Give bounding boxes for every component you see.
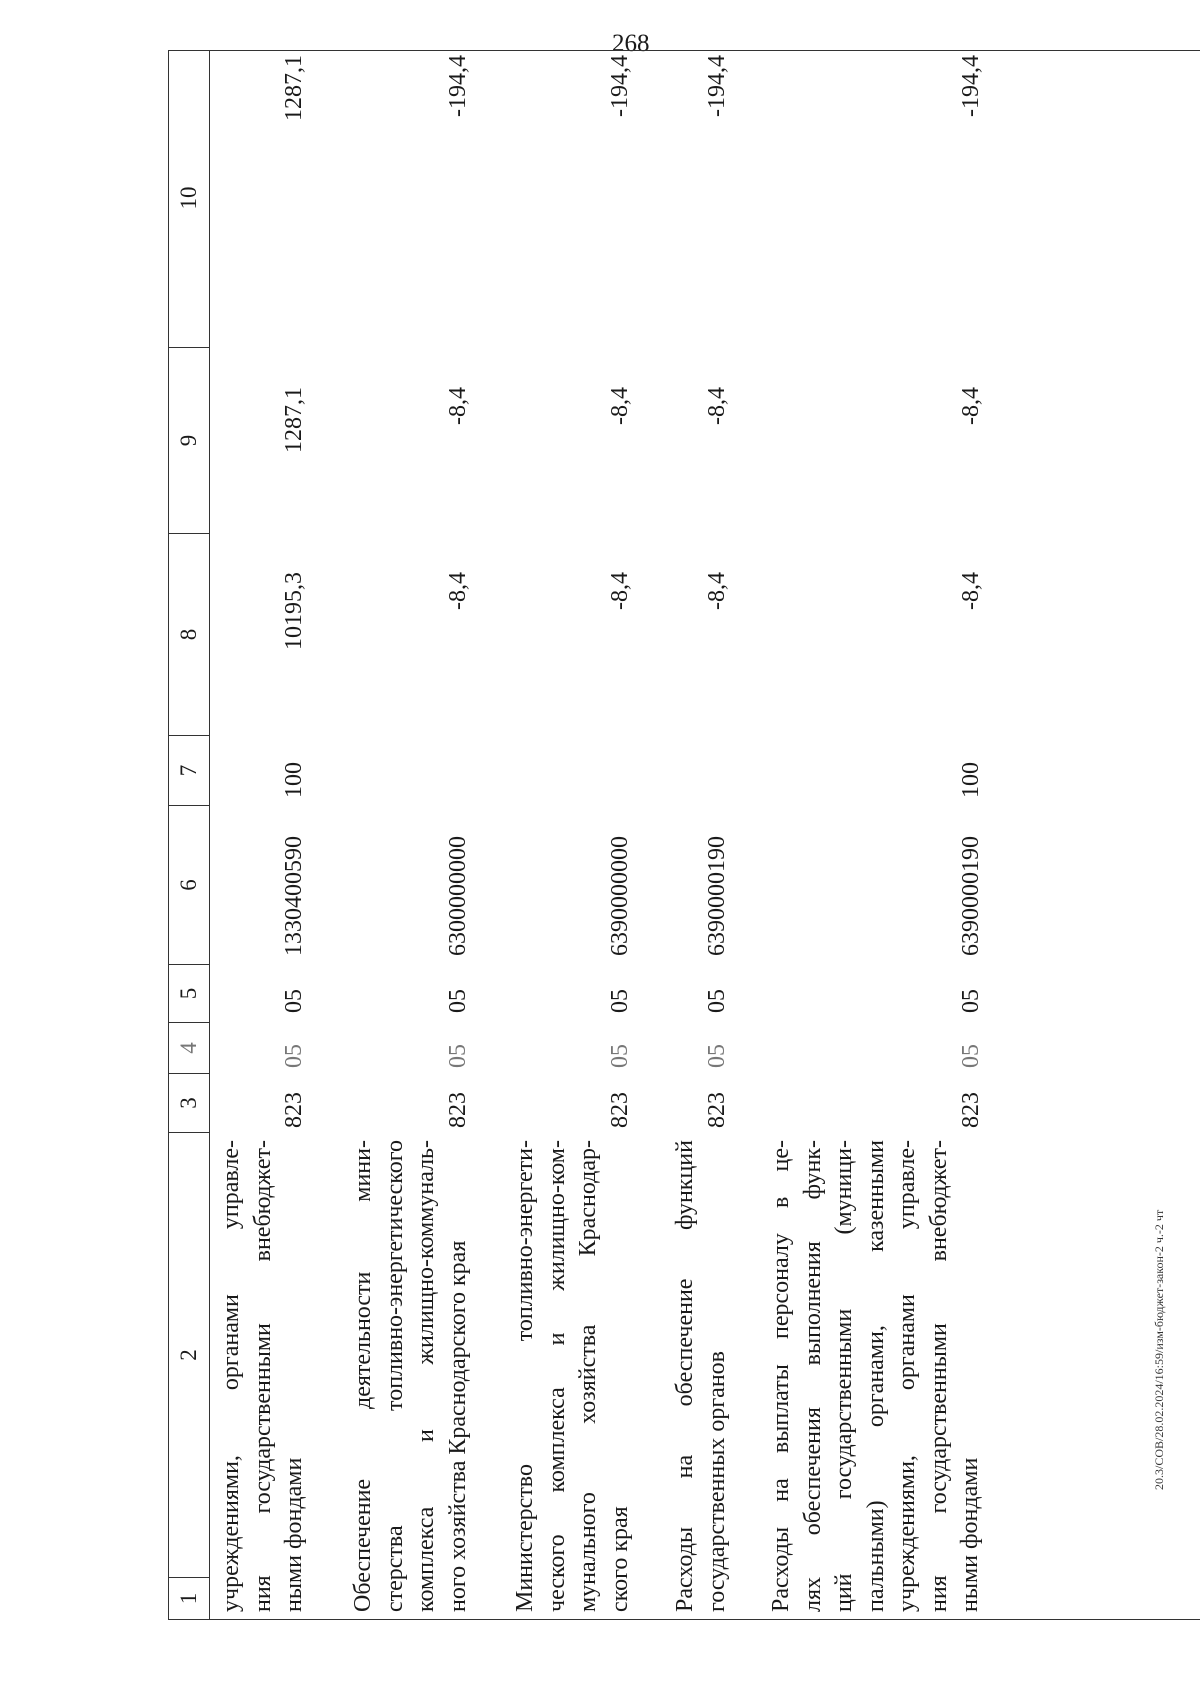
table-row	[510, 50, 650, 1620]
row-description: Министерство топливно-энергети- ческого комплекса и жилищно-ком- мунального хозяйства Краснодар- ского края	[512, 1140, 633, 1612]
cell-c3: 823	[607, 1092, 633, 1128]
header-col-1: 1	[169, 1577, 209, 1619]
cell-c5: 05	[704, 989, 730, 1013]
cell-c3: 823	[281, 1092, 307, 1128]
header-col-8: 8	[169, 533, 209, 735]
header-col-6: 6	[169, 805, 209, 964]
cell-c5: 05	[607, 989, 633, 1013]
cell-c3: 823	[445, 1092, 471, 1128]
cell-c7: 100	[958, 762, 984, 798]
page-number: 268	[612, 30, 650, 57]
header-col-7: 7	[169, 735, 209, 805]
cell-c4: 05	[704, 1044, 730, 1068]
cell-c3: 823	[958, 1092, 984, 1128]
header-col-2: 2	[169, 1132, 209, 1577]
table-row	[348, 50, 488, 1620]
cell-c10: -194,4	[445, 55, 471, 117]
cell-c8: -8,4	[704, 572, 730, 610]
header-col-10: 10	[176, 186, 201, 210]
cell-c10: 1287,1	[281, 55, 307, 121]
budget-table	[168, 50, 1200, 1620]
table-row	[766, 50, 996, 1620]
cell-c10: -194,4	[704, 55, 730, 117]
cell-c4: 05	[281, 1044, 307, 1068]
header-col-4: 4	[169, 1022, 209, 1073]
cell-c5: 05	[281, 989, 307, 1013]
cell-c3: 823	[704, 1092, 730, 1128]
table-row	[216, 50, 326, 1620]
cell-c10: -194,4	[958, 55, 984, 117]
cell-c8: 10195,3	[281, 572, 307, 650]
cell-c9: -8,4	[958, 387, 984, 425]
table-header	[168, 50, 210, 1620]
row-description: Расходы на выплаты персоналу в це- лях обеспечения выполнения функ- ций государственными (муници- пальными) органами, казенными учреждениями, органами управле- ния государственными внебюджет- ными фондами	[768, 1140, 983, 1612]
cell-c6: 6300000000	[445, 836, 471, 956]
cell-c8: -8,4	[958, 572, 984, 610]
cell-c4: 05	[607, 1044, 633, 1068]
cell-c4: 05	[958, 1044, 984, 1068]
cell-c8: -8,4	[445, 572, 471, 610]
cell-c4: 05	[445, 1044, 471, 1068]
cell-c8: -8,4	[607, 572, 633, 610]
cell-c6: 6390000000	[607, 836, 633, 956]
cell-c6: 6390000190	[704, 836, 730, 956]
row-description: Расходы на обеспечение функций государственных органов	[672, 1140, 730, 1612]
cell-c9: -8,4	[445, 387, 471, 425]
row-description: учреждениями, органами управле- ния государственными внебюджет- ными фондами	[218, 1140, 307, 1612]
cell-c9: 1287,1	[281, 387, 307, 453]
cell-c5: 05	[445, 989, 471, 1013]
cell-c6: 6390000190	[958, 836, 984, 956]
cell-c5: 05	[958, 989, 984, 1013]
cell-c9: -8,4	[704, 387, 730, 425]
cell-c6: 1330400590	[281, 836, 307, 956]
budget-table-rotated	[168, 50, 1200, 1620]
cell-c9: -8,4	[607, 387, 633, 425]
table-row	[670, 50, 748, 1620]
cell-c7: 100	[281, 762, 307, 798]
cell-c10: -194,4	[607, 55, 633, 117]
row-description: Обеспечение деятельности мини- стерства топливно-энергетического комплекса и жилищно-коммуналь- ного хозяйства Краснодарского края	[350, 1140, 471, 1612]
header-col-3: 3	[169, 1073, 209, 1132]
header-col-5: 5	[169, 964, 209, 1022]
document-footer: 20.3/СОВ/28.02.2024/16:59/изм-бюджет-закон-2 ч.-2 чт	[1152, 1209, 1166, 1490]
header-col-9: 9	[169, 347, 209, 533]
